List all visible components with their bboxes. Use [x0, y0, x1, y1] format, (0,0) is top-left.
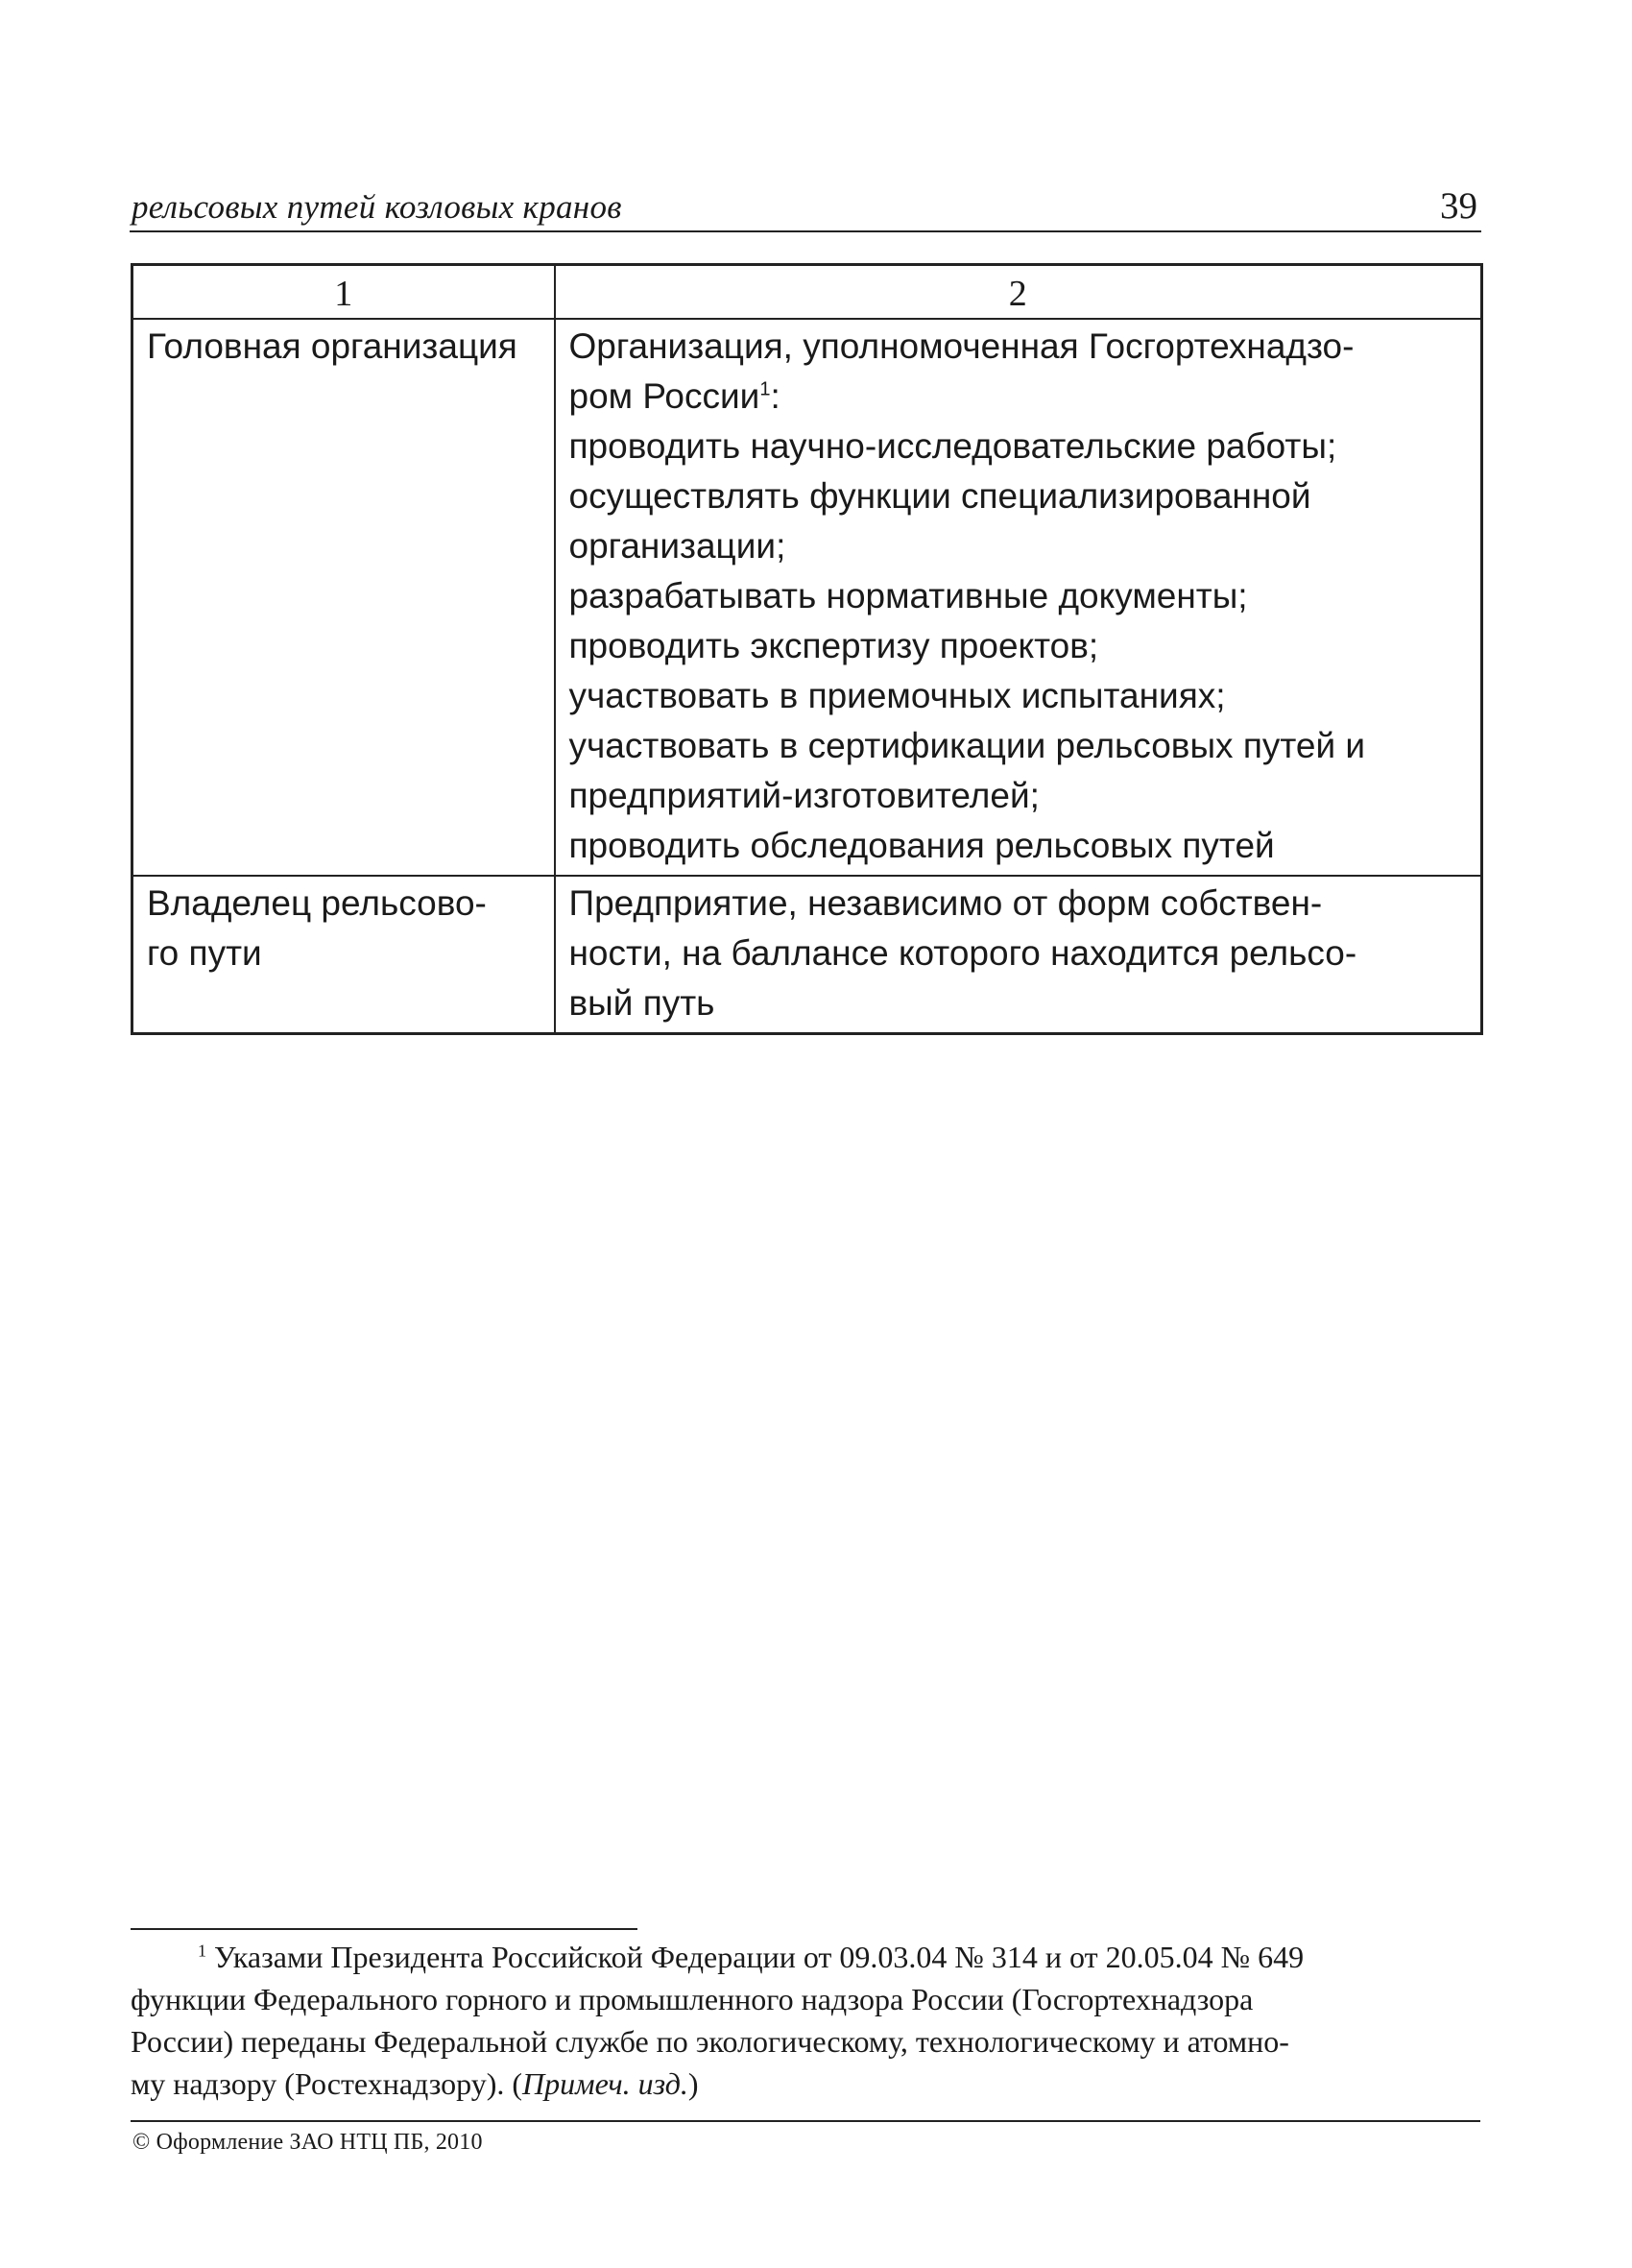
publisher-note: Примеч. изд.: [522, 2066, 688, 2101]
definition-line: разрабатывать нормативные документы;: [568, 576, 1248, 615]
definition-line: ности, на баллансе которого находится рельсо-: [568, 933, 1357, 973]
definition-cell: [555, 319, 1482, 876]
definition-line: осуществлять функции специализированной: [568, 476, 1311, 516]
definition-cell: [555, 876, 1482, 1034]
definition-line: участвовать в приемочных испытаниях;: [568, 676, 1226, 715]
term-line: Головная организация: [147, 326, 517, 366]
running-header: [130, 182, 1481, 232]
term-cell: [132, 876, 555, 1034]
definition-line: вый путь: [568, 983, 715, 1023]
footnote-text: Указами Президента Российской Федерации от 09.03.04 № 314 и от 20.05.04 № 649: [214, 1940, 1305, 1974]
definition-line: участвовать в сертификации рельсовых путей и: [568, 726, 1366, 765]
table-row: [132, 876, 1482, 1034]
footnote-line: [131, 1936, 1480, 1978]
page-number: 39: [1440, 185, 1477, 227]
term-line: го пути: [147, 933, 262, 973]
footnote-marker[interactable]: 1: [759, 378, 771, 400]
term-line: Владелец рельсово-: [147, 883, 487, 923]
definition-line-text: ром России: [568, 376, 760, 416]
footnote-text: му надзору (Ростехнадзору). (: [131, 2066, 523, 2101]
table-row: [132, 319, 1482, 876]
definition-line: проводить экспертизу проектов;: [568, 626, 1099, 665]
definition-line: Предприятие, независимо от форм собствен-: [568, 883, 1323, 923]
footnote: [131, 1936, 1480, 2105]
term-cell: [132, 319, 555, 876]
footnote-line: функции Федерального горного и промышленного надзора России (Госгортехнадзора: [131, 1982, 1254, 2016]
definition-colon: :: [770, 376, 780, 416]
definitions-table: [131, 263, 1483, 1035]
definition-line-with-footnote: [569, 372, 1470, 422]
definition-line: проводить обследования рельсовых путей: [568, 826, 1275, 865]
definition-line: Организация, уполномоченная Госгортехнадзо-: [568, 326, 1355, 366]
footnote-closing: ): [687, 2066, 699, 2101]
column-header-1: 1: [132, 265, 555, 320]
definition-line: проводить научно-исследовательские работы;: [568, 426, 1337, 466]
copyright-notice: © Оформление ЗАО НТЦ ПБ, 2010: [132, 2130, 483, 2155]
bottom-separator: [131, 2120, 1480, 2122]
table-header-row: [132, 265, 1482, 320]
running-title: рельсовых путей козловых кранов: [132, 188, 622, 226]
footnote-separator: [131, 1928, 637, 1930]
footnote-number: 1: [198, 1941, 206, 1961]
definition-line: организации;: [568, 526, 786, 566]
definition-line: предприятий-изготовителей;: [568, 776, 1040, 815]
column-header-2: 2: [555, 265, 1482, 320]
footnote-line: [131, 2063, 1480, 2105]
footnote-line: России) переданы Федеральной службе по экологическому, технологическому и атомно-: [131, 2024, 1289, 2059]
